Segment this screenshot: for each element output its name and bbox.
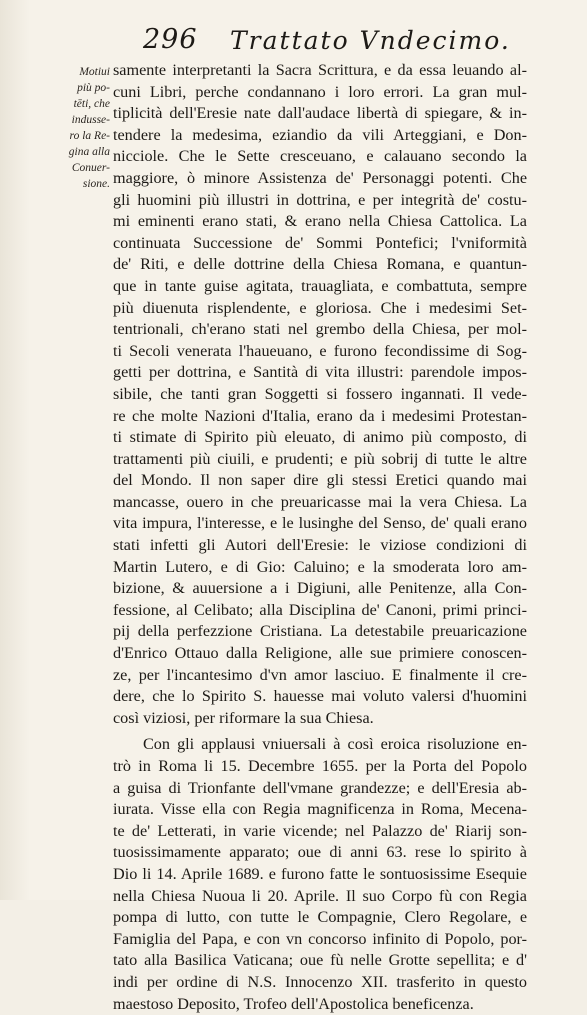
margin-note-line: tēti, che — [73, 98, 110, 110]
margin-note-line: ro la Re- — [69, 130, 110, 142]
paragraph-1-line: d'Enrico Ottauo dalla Religione, alle sue primiere conoscen- — [113, 644, 527, 663]
paragraph-2 — [113, 734, 527, 1015]
paragraph-1-line: tentrionali, ch'erano stati nel grembo della Chiesa, per mol- — [113, 320, 527, 339]
paragraph-1-line: vita impura, l'interesse, e le lusinghe del Senso, de' quali erano — [113, 514, 527, 533]
paragraph-2-line: Dio li 14. Aprile 1689. e furono fatte le sontuosissime Esequie — [113, 864, 527, 883]
paragraph-1 — [113, 60, 527, 729]
paragraph-1-line: trattamenti più ciuili, e prudenti; e più sobrij di tutte le altre — [113, 449, 527, 468]
paragraph-1-line: Martin Lutero, e di Gio: Caluino; e la smoderata loro am- — [113, 557, 527, 576]
paragraph-1-line: getti per dottrina, e Santità di vita illustri: parendole impos- — [113, 363, 527, 382]
paragraph-1-line: cuni Libri, perche condannano i loro errori. La gran mul- — [113, 82, 527, 101]
paragraph-2-line: maestoso Deposito, Trofeo dell'Apostolica beneficenza. — [113, 994, 474, 1013]
paragraph-1-line: pij della perfezzione Cristiana. La detestabile preuaricazione — [113, 622, 527, 641]
paragraph-1-line: nicciole. Che le Sette cresceuano, e calauano secondo la — [113, 147, 527, 166]
paragraph-1-line: stati infetti gli Autori dell'Eresie: le viziose condizioni di — [113, 536, 527, 555]
paragraph-2-line: trò in Roma li 15. Decembre 1655. per la Porta del Popolo — [113, 757, 527, 775]
paragraph-1-line: de' Riti, e delle dottrine della Chiesa Romana, e quantun- — [113, 255, 527, 274]
margin-note-line: Conuer- — [71, 162, 110, 174]
margin-note-line: Motiui — [79, 66, 110, 78]
paragraph-1-line: tiplicità dell'Eresie nate dall'audace libertà di spiegare, & in- — [113, 104, 527, 123]
paragraph-1-line: re che molte Nazioni d'Italia, erano da i medesimi Protestan- — [113, 406, 527, 425]
paragraph-1-line: samente interpretanti la Sacra Scrittura, e da essa leuando al- — [113, 61, 527, 79]
paragraph-1-line: mancasse, ouero in che preuaricasse mai la vera Chiesa. La — [113, 492, 527, 511]
page-number: 296 — [143, 24, 198, 55]
paragraph-1-line: più diuenuta risplendente, e gloriosa. Che i medesimi Set- — [113, 298, 527, 317]
paragraph-1-line: ti stimate di Spirito più eleuato, di animo più composto, di — [113, 428, 527, 447]
paragraph-1-line: così viziosi, per riformare la sua Chiesa. — [113, 708, 374, 727]
margin-note-line: sione. — [82, 178, 110, 190]
body-text — [113, 60, 527, 1015]
paragraph-1-line: del Mondo. Il non saper dire gli stessi Eretici quando mai — [113, 471, 527, 490]
paragraph-2-line: Famiglia del Papa, e con vn concorso infinito di Popolo, por- — [113, 929, 527, 948]
paragraph-1-line: sibile, che tanti gran Soggetti si fossero ingannati. Il vede- — [113, 384, 527, 403]
paragraph-2-line: nella Chiesa Nuoua li 20. Aprile. Il suo Corpo fù con Regia — [113, 886, 527, 905]
paragraph-2-line: tuosissimamente apparato; oue di anni 63. rese lo spirito à — [113, 843, 527, 862]
paragraph-1-line: ze, per l'incantesimo d'vn amor lasciuo. E finalmente il cre- — [113, 665, 527, 684]
margin-note-line: più po- — [77, 82, 110, 94]
paragraph-1-line: mi eminenti erano stati, & erano nella Chiesa Cattolica. La — [113, 212, 527, 231]
paragraph-1-line: tendere la medesima, eziandio da vili Arteggiani, e Don- — [113, 125, 527, 144]
running-head — [0, 20, 587, 60]
paragraph-1-line: maggiore, ò minore Assistenza de' Personaggi potenti. Che — [113, 168, 527, 187]
paragraph-1-line: dere, che lo Spirito S. hauesse mai voluto valersi d'huomini — [113, 687, 527, 706]
paragraph-2-line: pompa di lutto, con tutte le Compagnie, Clero Regolare, e — [113, 908, 527, 927]
paragraph-1-line: bizione, & auuersione a i Digiuni, alle Penitenze, alla Con- — [113, 579, 527, 598]
paragraph-2-line: te de' Letterati, in varie vicende; nel Palazzo de' Riarij son- — [113, 821, 527, 840]
paragraph-2-line: tato alla Basilica Vaticana; oue fù nelle Grotte sepellita; e d' — [113, 951, 527, 970]
margin-note — [58, 64, 110, 192]
paragraph-2-line: indi per ordine di N.S. Innocenzo XII. trasferito in questo — [113, 972, 527, 991]
paragraph-2-line: a guisa di Trionfante dell'vmane grandezze; e dell'Eresia ab- — [113, 778, 527, 797]
paragraph-2-line: iurata. Visse ella con Regia magnificenza in Roma, Mecena- — [113, 800, 527, 819]
running-title: Trattato Vndecimo. — [230, 26, 511, 55]
paragraph-1-line: que in tante guise agitata, trauagliata, e combattuta, sempre — [113, 276, 527, 295]
paragraph-1-line: gli huomini più illustri in dottrina, e per integrità de' costu- — [113, 190, 527, 209]
paragraph-1-line: continuata Successione de' Sommi Pontefici; l'vniformità — [113, 233, 527, 252]
margin-note-line: gina alla — [68, 146, 110, 158]
paragraph-1-line: fessione, al Celibato; alla Disciplina de' Canoni, primi princi- — [113, 600, 527, 619]
margin-note-line: indusse- — [71, 114, 110, 126]
paragraph-2-line: Con gli applausi vniuersali à così eroica risoluzione en- — [143, 735, 527, 754]
paragraph-1-line: ti Secoli venerata l'haueuano, e furono fecondissime di Sog- — [113, 341, 527, 360]
